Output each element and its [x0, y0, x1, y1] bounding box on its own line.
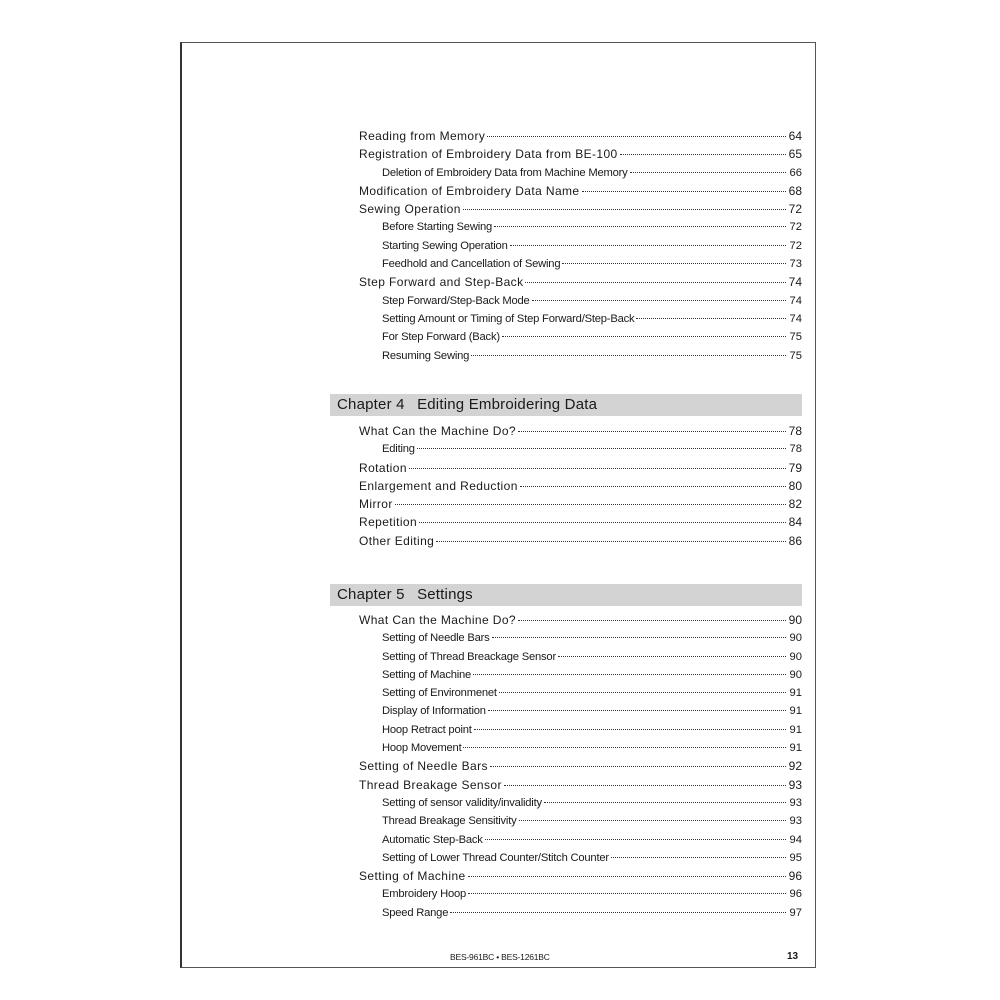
dot-leader — [409, 468, 786, 469]
dot-leader — [525, 282, 786, 283]
dot-leader — [471, 355, 786, 356]
dot-leader — [630, 172, 786, 173]
toc-entry-page: 72 — [788, 202, 802, 217]
toc-entry-page: 79 — [788, 460, 802, 475]
toc-subentry — [330, 328, 802, 346]
toc-entry-page: 90 — [788, 613, 802, 627]
toc-subentry — [330, 347, 802, 365]
dot-leader — [502, 336, 786, 337]
dot-leader — [468, 876, 786, 877]
toc-subentry — [330, 292, 802, 310]
dot-leader — [468, 893, 786, 894]
toc-entry-label: Setting of Thread Breackage Sensor — [382, 650, 556, 663]
toc-entry-label: Setting of sensor validity/invalidity — [382, 796, 542, 809]
toc-entry-page: 93 — [789, 815, 802, 828]
toc-entry-page: 86 — [788, 533, 802, 548]
toc-entry-label: Reading from Memory — [359, 129, 486, 143]
dot-leader — [636, 318, 786, 319]
toc-entry — [330, 611, 802, 629]
toc-subentry — [330, 849, 802, 867]
toc-entry-page: 90 — [789, 632, 802, 645]
toc-entry-label: Setting of Lower Thread Counter/Stitch Counter — [382, 851, 609, 864]
toc-entry-page: 91 — [789, 705, 802, 718]
toc-entry-label: Sewing Operation — [359, 202, 461, 217]
toc-entry — [330, 477, 802, 495]
toc-entry-page: 95 — [789, 851, 802, 864]
toc-subentry — [330, 440, 802, 458]
toc-entry-page: 91 — [789, 742, 802, 755]
toc-list-chapter-5 — [330, 611, 802, 922]
toc-entry-page: 75 — [789, 349, 802, 362]
toc-subentry — [330, 684, 802, 702]
toc-list-continued — [330, 127, 802, 365]
toc-entry-page: 73 — [789, 258, 802, 271]
dot-leader — [562, 263, 786, 264]
dot-leader — [487, 136, 786, 137]
dot-leader — [419, 522, 786, 523]
dot-leader — [436, 541, 786, 542]
chapter-number: Chapter 4 — [337, 396, 405, 413]
dot-leader — [395, 504, 786, 505]
chapter-title: Editing Embroidering Data — [417, 396, 598, 413]
dot-leader — [474, 729, 786, 730]
toc-entry-page: 93 — [788, 777, 802, 792]
toc-entry-label: Setting of Environmenet — [382, 687, 497, 700]
chapter-5-heading — [330, 584, 802, 606]
toc-entry-page: 96 — [788, 869, 802, 884]
dot-leader — [490, 766, 786, 767]
dot-leader — [463, 209, 786, 210]
toc-subentry — [330, 702, 802, 720]
toc-entry-page: 74 — [789, 312, 802, 325]
toc-subentry — [330, 310, 802, 328]
toc-entry — [330, 776, 802, 794]
dot-leader — [510, 245, 786, 246]
toc-entry — [330, 867, 802, 885]
toc-entry-label: Resuming Sewing — [382, 349, 470, 362]
toc-subentry — [330, 218, 802, 236]
toc-entry-page: 84 — [788, 515, 802, 530]
dot-leader — [532, 300, 786, 301]
toc-subentry — [330, 648, 802, 666]
toc-subentry — [330, 739, 802, 757]
toc-entry-label: Deletion of Embroidery Data from Machine Memory — [382, 166, 628, 179]
dot-leader — [417, 448, 786, 449]
toc-entry-label: Setting of Needle Bars — [359, 759, 488, 774]
toc-entry — [330, 495, 802, 513]
toc-entry-label: Registration of Embroidery Data from BE-100 — [359, 147, 618, 162]
toc-entry — [330, 200, 802, 218]
dot-leader — [558, 656, 786, 657]
toc-entry-label: Other Editing — [359, 533, 435, 548]
toc-subentry — [330, 666, 802, 684]
toc-entry-label: Setting of Needle Bars — [382, 632, 490, 645]
toc-subentry — [330, 629, 802, 647]
toc-subentry — [330, 885, 802, 903]
toc-entry-label: Modification of Embroidery Data Name — [359, 183, 580, 198]
toc-entry-label: Embroidery Hoop — [382, 888, 467, 901]
toc-entry-label: Editing — [382, 443, 415, 456]
toc-entry-page: 93 — [789, 796, 802, 809]
toc-entry — [330, 532, 802, 550]
toc-entry-page: 94 — [789, 833, 802, 846]
toc-entry-label: Step Forward and Step-Back — [359, 275, 524, 290]
toc-entry-label: Rotation — [359, 460, 407, 475]
toc-subentry — [330, 904, 802, 922]
toc-entry-label: Enlargement and Reduction — [359, 478, 518, 493]
toc-subentry — [330, 794, 802, 812]
toc-entry-label: Starting Sewing Operation — [382, 239, 508, 252]
toc-subentry — [330, 164, 802, 182]
toc-subentry — [330, 831, 802, 849]
chapter-title: Settings — [417, 586, 473, 603]
toc-entry-page: 78 — [788, 424, 802, 438]
toc-entry-page: 90 — [789, 650, 802, 663]
toc-entry-page: 92 — [788, 759, 802, 774]
toc-subentry — [330, 812, 802, 830]
toc-entry-page: 74 — [789, 294, 802, 307]
toc-entry-label: Display of Information — [382, 705, 486, 718]
toc-entry-label: What Can the Machine Do? — [359, 613, 517, 627]
toc-entry-label: Thread Breakage Sensor — [359, 777, 502, 792]
dot-leader — [494, 226, 786, 227]
toc-entry-label: Setting of Machine — [382, 668, 472, 681]
dot-leader — [492, 637, 786, 638]
toc-entry-label: Thread Breakage Sensitivity — [382, 815, 517, 828]
toc-entry-page: 75 — [789, 331, 802, 344]
toc-entry-page: 64 — [788, 129, 802, 143]
toc-entry-label: Hoop Retract point — [382, 723, 472, 736]
toc-entry-label: Feedhold and Cancellation of Sewing — [382, 258, 561, 271]
dot-leader — [519, 820, 786, 821]
chapter-4-heading — [330, 394, 802, 416]
dot-leader — [499, 692, 786, 693]
toc-entry — [330, 422, 802, 440]
toc-entry — [330, 513, 802, 531]
toc-entry-page: 91 — [789, 687, 802, 700]
toc-entry-label: Step Forward/Step-Back Mode — [382, 294, 530, 307]
toc-entry-label: What Can the Machine Do? — [359, 424, 517, 438]
toc-entry-label: Mirror — [359, 497, 393, 512]
toc-entry-page: 72 — [789, 239, 802, 252]
toc-list-chapter-4 — [330, 422, 802, 550]
footer-page-number: 13 — [787, 951, 799, 962]
toc-entry-page: 90 — [789, 668, 802, 681]
toc-subentry — [330, 721, 802, 739]
chapter-number: Chapter 5 — [337, 586, 405, 603]
dot-leader — [518, 431, 786, 432]
toc-entry-page: 74 — [788, 275, 802, 290]
dot-leader — [504, 785, 786, 786]
dot-leader — [450, 912, 786, 913]
toc-entry-page: 91 — [789, 723, 802, 736]
toc-entry-page: 68 — [788, 183, 802, 198]
toc-subentry — [330, 237, 802, 255]
dot-leader — [520, 486, 786, 487]
toc-entry-label: Automatic Step-Back — [382, 833, 483, 846]
dot-leader — [518, 620, 786, 621]
toc-entry-page: 72 — [789, 221, 802, 234]
toc-entry-label: Setting of Machine — [359, 869, 466, 884]
toc-entry — [330, 273, 802, 291]
toc-entry-label: For Step Forward (Back) — [382, 331, 500, 344]
toc-entry-page: 65 — [788, 147, 802, 162]
toc-entry-page: 97 — [789, 906, 802, 919]
toc-entry-label: Repetition — [359, 515, 418, 530]
dot-leader — [488, 710, 786, 711]
toc-entry — [330, 182, 802, 200]
toc-subentry — [330, 255, 802, 273]
toc-entry-label: Hoop Movement — [382, 742, 462, 755]
toc-entry-page: 78 — [789, 443, 802, 456]
toc-entry — [330, 459, 802, 477]
toc-entry — [330, 127, 802, 145]
dot-leader — [473, 674, 786, 675]
footer-model-name: BES-961BC • BES-1261BC — [450, 952, 550, 962]
toc-entry — [330, 757, 802, 775]
dot-leader — [544, 802, 786, 803]
toc-entry-page: 82 — [788, 497, 802, 512]
toc-entry — [330, 145, 802, 163]
toc-entry-page: 80 — [788, 478, 802, 493]
toc-entry-page: 66 — [789, 166, 802, 179]
dot-leader — [582, 191, 787, 192]
dot-leader — [463, 747, 786, 748]
dot-leader — [485, 839, 786, 840]
toc-entry-label: Before Starting Sewing — [382, 221, 493, 234]
toc-entry-label: Speed Range — [382, 906, 449, 919]
dot-leader — [611, 857, 786, 858]
toc-entry-page: 96 — [789, 888, 802, 901]
toc-entry-label: Setting Amount or Timing of Step Forward/Step-Back — [382, 312, 635, 325]
dot-leader — [620, 154, 786, 155]
